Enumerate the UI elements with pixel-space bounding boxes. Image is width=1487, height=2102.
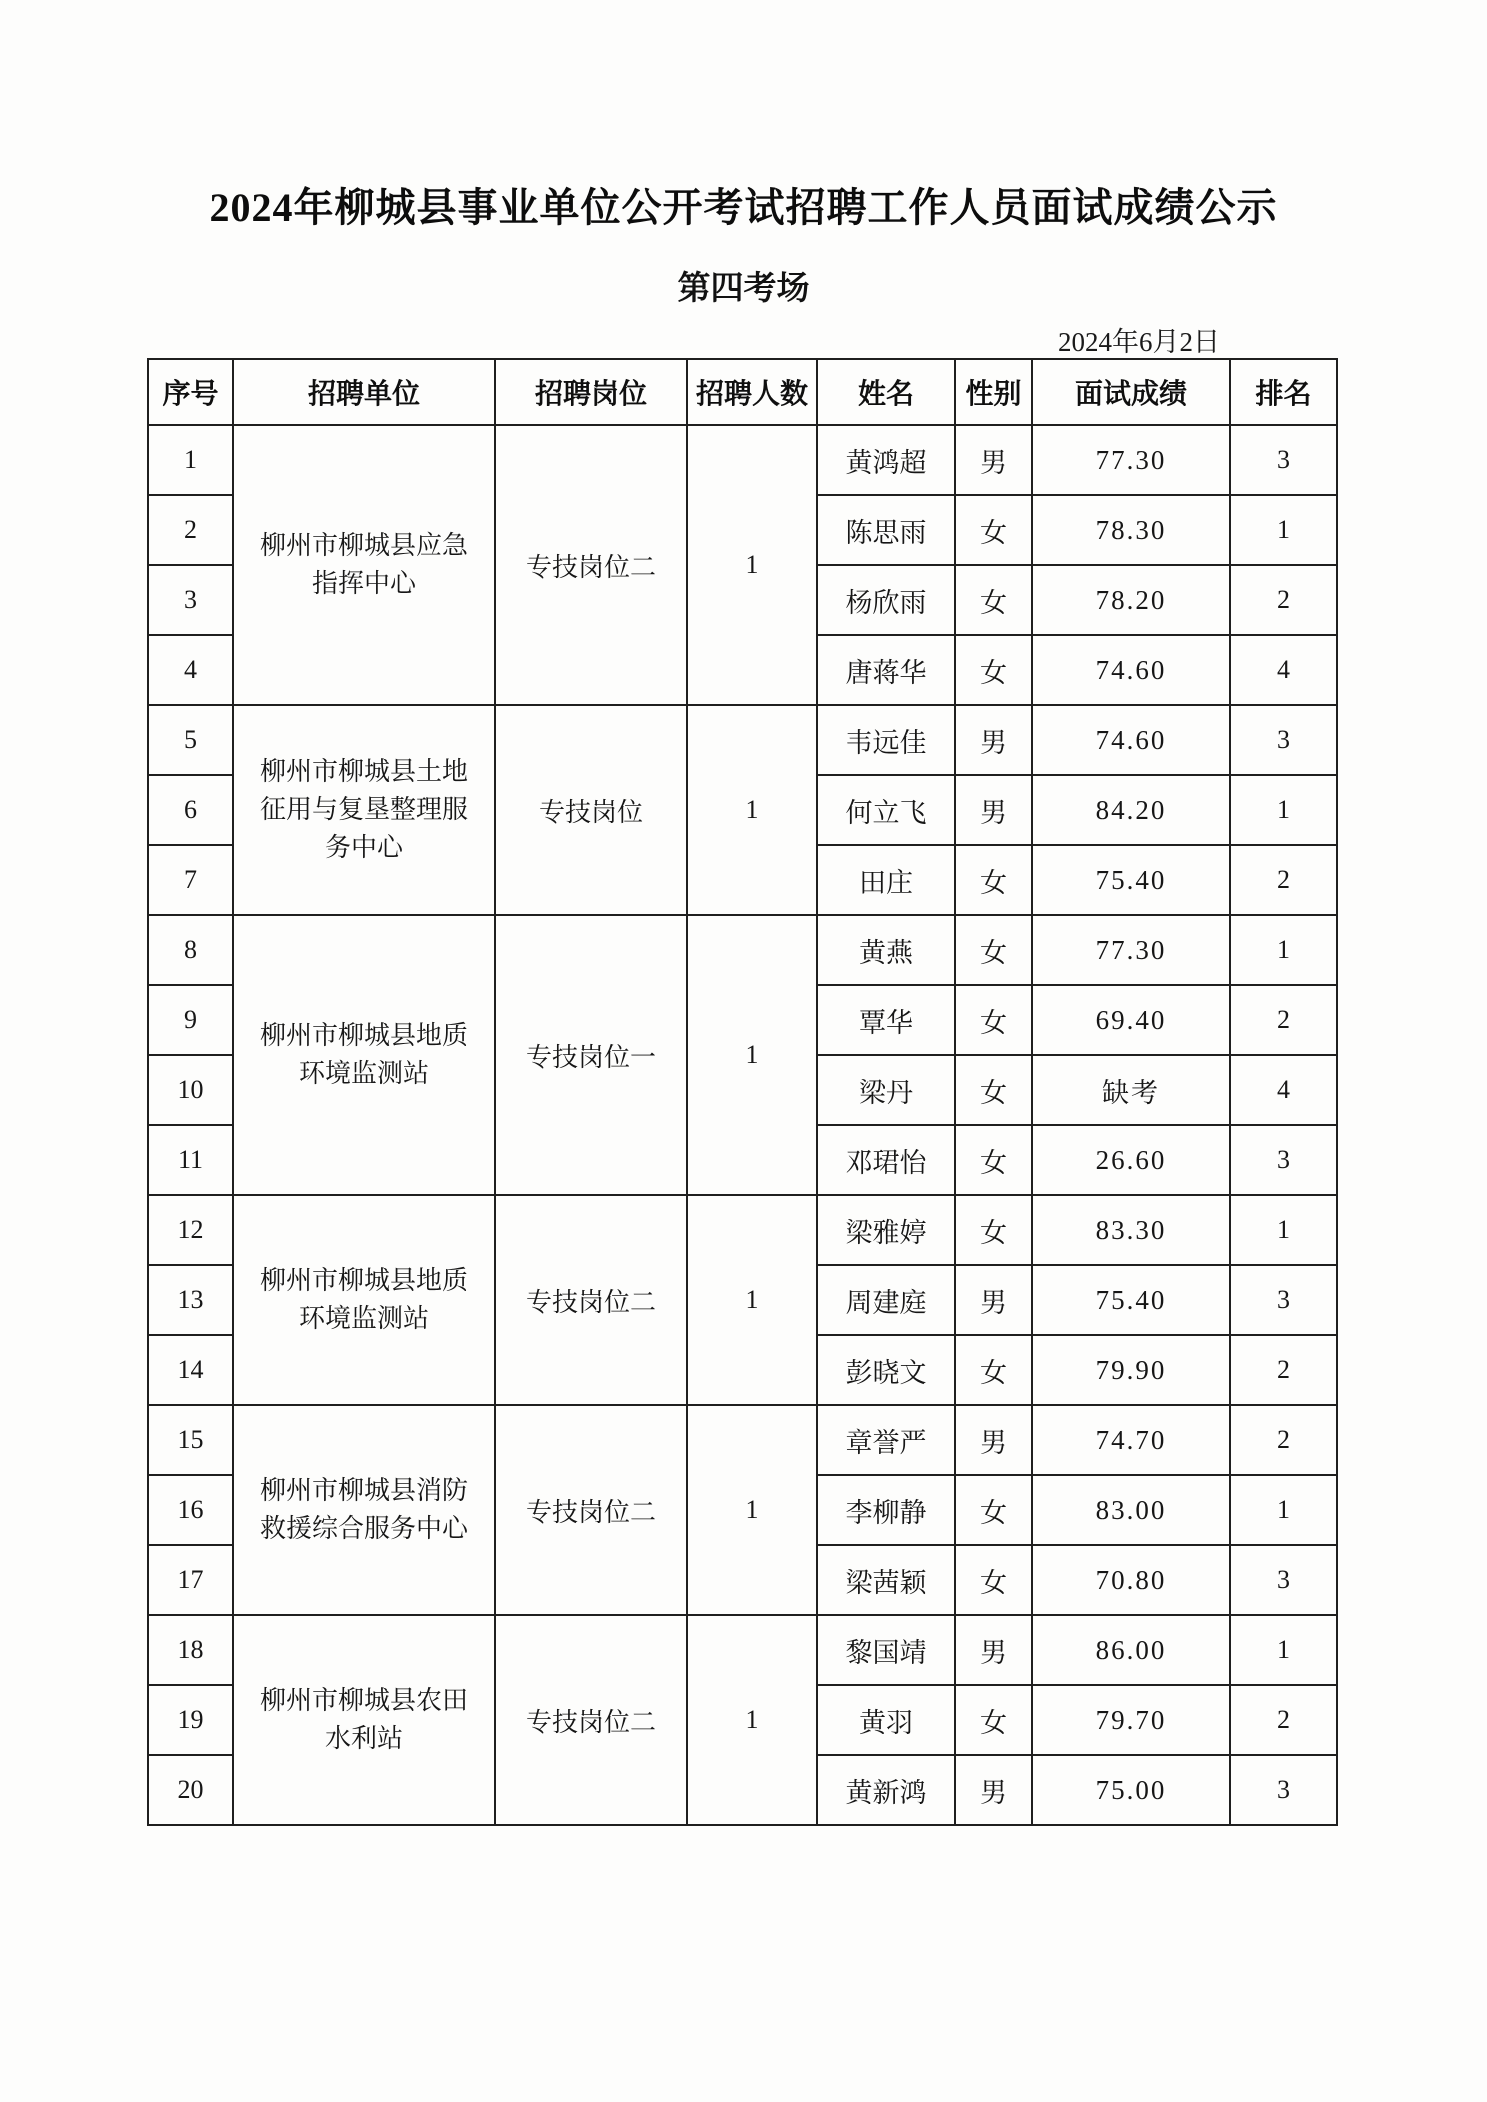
rank-cell: 2	[1230, 565, 1337, 635]
row-number-cell: 8	[148, 915, 233, 985]
gender-cell: 男	[955, 705, 1032, 775]
rank-cell: 3	[1230, 1265, 1337, 1335]
column-header-name: 姓名	[817, 359, 955, 425]
column-header-gender: 性别	[955, 359, 1032, 425]
row-number-cell: 3	[148, 565, 233, 635]
rank-cell: 1	[1230, 915, 1337, 985]
table-row	[148, 915, 1337, 985]
column-header-rank: 排名	[1230, 359, 1337, 425]
table-row	[148, 1615, 1337, 1685]
interview-score-table	[147, 358, 1338, 1826]
interview-score-cell: 70.80	[1032, 1545, 1230, 1615]
interview-score-cell: 74.70	[1032, 1405, 1230, 1475]
rank-cell: 2	[1230, 1405, 1337, 1475]
interview-score-cell: 86.00	[1032, 1615, 1230, 1685]
position-cell: 专技岗位	[495, 705, 687, 915]
interview-score-cell: 75.40	[1032, 1265, 1230, 1335]
table-row	[148, 705, 1337, 775]
table-row	[148, 425, 1337, 495]
interview-score-cell: 26.60	[1032, 1125, 1230, 1195]
interview-score-cell: 74.60	[1032, 635, 1230, 705]
rank-cell: 3	[1230, 1755, 1337, 1825]
headcount-cell: 1	[687, 1615, 817, 1825]
gender-cell: 女	[955, 495, 1032, 565]
recruiting-unit-cell: 柳州市柳城县土地征用与复垦整理服务中心	[233, 705, 495, 915]
row-number-cell: 7	[148, 845, 233, 915]
gender-cell: 女	[955, 1475, 1032, 1545]
column-header-headcount: 招聘人数	[687, 359, 817, 425]
rank-cell: 4	[1230, 1055, 1337, 1125]
interview-score-cell: 74.60	[1032, 705, 1230, 775]
recruiting-unit-cell: 柳州市柳城县农田水利站	[233, 1615, 495, 1825]
candidate-name-cell: 章誉严	[817, 1405, 955, 1475]
candidate-name-cell: 梁茜颖	[817, 1545, 955, 1615]
candidate-name-cell: 田庄	[817, 845, 955, 915]
position-cell: 专技岗位二	[495, 1405, 687, 1615]
interview-score-cell: 79.90	[1032, 1335, 1230, 1405]
interview-score-cell: 79.70	[1032, 1685, 1230, 1755]
rank-cell: 4	[1230, 635, 1337, 705]
rank-cell: 3	[1230, 1125, 1337, 1195]
row-number-cell: 12	[148, 1195, 233, 1265]
table-header-row	[148, 359, 1337, 425]
interview-score-cell: 83.30	[1032, 1195, 1230, 1265]
recruiting-unit-cell: 柳州市柳城县地质环境监测站	[233, 915, 495, 1195]
candidate-name-cell: 陈思雨	[817, 495, 955, 565]
row-number-cell: 19	[148, 1685, 233, 1755]
interview-score-cell: 77.30	[1032, 915, 1230, 985]
document-date: 2024年6月2日	[1058, 327, 1220, 357]
gender-cell: 女	[955, 1545, 1032, 1615]
rank-cell: 1	[1230, 495, 1337, 565]
gender-cell: 男	[955, 425, 1032, 495]
row-number-cell: 5	[148, 705, 233, 775]
interview-score-cell: 78.20	[1032, 565, 1230, 635]
row-number-cell: 16	[148, 1475, 233, 1545]
position-cell: 专技岗位一	[495, 915, 687, 1195]
row-number-cell: 20	[148, 1755, 233, 1825]
row-number-cell: 2	[148, 495, 233, 565]
candidate-name-cell: 黄新鸿	[817, 1755, 955, 1825]
rank-cell: 2	[1230, 1685, 1337, 1755]
candidate-name-cell: 彭晓文	[817, 1335, 955, 1405]
gender-cell: 男	[955, 775, 1032, 845]
rank-cell: 1	[1230, 1615, 1337, 1685]
gender-cell: 女	[955, 1195, 1032, 1265]
interview-score-cell: 78.30	[1032, 495, 1230, 565]
interview-score-cell: 69.40	[1032, 985, 1230, 1055]
recruiting-unit-cell: 柳州市柳城县地质环境监测站	[233, 1195, 495, 1405]
interview-score-cell: 84.20	[1032, 775, 1230, 845]
gender-cell: 男	[955, 1265, 1032, 1335]
candidate-name-cell: 唐蒋华	[817, 635, 955, 705]
row-number-cell: 13	[148, 1265, 233, 1335]
gender-cell: 男	[955, 1755, 1032, 1825]
table-row	[148, 1195, 1337, 1265]
gender-cell: 女	[955, 1125, 1032, 1195]
gender-cell: 女	[955, 565, 1032, 635]
column-header-score: 面试成绩	[1032, 359, 1230, 425]
rank-cell: 3	[1230, 705, 1337, 775]
column-header-unit: 招聘单位	[233, 359, 495, 425]
row-number-cell: 18	[148, 1615, 233, 1685]
interview-score-cell: 75.40	[1032, 845, 1230, 915]
gender-cell: 女	[955, 635, 1032, 705]
gender-cell: 女	[955, 1335, 1032, 1405]
headcount-cell: 1	[687, 1405, 817, 1615]
rank-cell: 2	[1230, 985, 1337, 1055]
gender-cell: 女	[955, 1685, 1032, 1755]
rank-cell: 1	[1230, 775, 1337, 845]
headcount-cell: 1	[687, 705, 817, 915]
gender-cell: 女	[955, 1055, 1032, 1125]
candidate-name-cell: 覃华	[817, 985, 955, 1055]
row-number-cell: 1	[148, 425, 233, 495]
candidate-name-cell: 韦远佳	[817, 705, 955, 775]
row-number-cell: 9	[148, 985, 233, 1055]
candidate-name-cell: 邓珺怡	[817, 1125, 955, 1195]
rank-cell: 3	[1230, 425, 1337, 495]
column-header-no: 序号	[148, 359, 233, 425]
candidate-name-cell: 黎国靖	[817, 1615, 955, 1685]
recruiting-unit-cell: 柳州市柳城县消防救援综合服务中心	[233, 1405, 495, 1615]
headcount-cell: 1	[687, 1195, 817, 1405]
row-number-cell: 4	[148, 635, 233, 705]
row-number-cell: 6	[148, 775, 233, 845]
candidate-name-cell: 黄羽	[817, 1685, 955, 1755]
interview-score-cell: 75.00	[1032, 1755, 1230, 1825]
row-number-cell: 10	[148, 1055, 233, 1125]
gender-cell: 男	[955, 1405, 1032, 1475]
candidate-name-cell: 李柳静	[817, 1475, 955, 1545]
candidate-name-cell: 杨欣雨	[817, 565, 955, 635]
position-cell: 专技岗位二	[495, 425, 687, 705]
column-header-position: 招聘岗位	[495, 359, 687, 425]
rank-cell: 3	[1230, 1545, 1337, 1615]
candidate-name-cell: 梁丹	[817, 1055, 955, 1125]
gender-cell: 男	[955, 1615, 1032, 1685]
row-number-cell: 11	[148, 1125, 233, 1195]
gender-cell: 女	[955, 845, 1032, 915]
rank-cell: 1	[1230, 1195, 1337, 1265]
candidate-name-cell: 黄燕	[817, 915, 955, 985]
rank-cell: 1	[1230, 1475, 1337, 1545]
candidate-name-cell: 周建庭	[817, 1265, 955, 1335]
exam-room-subtitle: 第四考场	[677, 271, 810, 307]
headcount-cell: 1	[687, 915, 817, 1195]
candidate-name-cell: 何立飞	[817, 775, 955, 845]
interview-score-cell: 83.00	[1032, 1475, 1230, 1545]
rank-cell: 2	[1230, 1335, 1337, 1405]
position-cell: 专技岗位二	[495, 1615, 687, 1825]
page-title: 2024年柳城县事业单位公开考试招聘工作人员面试成绩公示	[209, 185, 1278, 230]
table-row	[148, 1405, 1337, 1475]
row-number-cell: 17	[148, 1545, 233, 1615]
recruiting-unit-cell: 柳州市柳城县应急指挥中心	[233, 425, 495, 705]
row-number-cell: 15	[148, 1405, 233, 1475]
candidate-name-cell: 梁雅婷	[817, 1195, 955, 1265]
rank-cell: 2	[1230, 845, 1337, 915]
gender-cell: 女	[955, 915, 1032, 985]
row-number-cell: 14	[148, 1335, 233, 1405]
interview-score-cell: 77.30	[1032, 425, 1230, 495]
interview-score-cell: 缺考	[1032, 1055, 1230, 1125]
candidate-name-cell: 黄鸿超	[817, 425, 955, 495]
gender-cell: 女	[955, 985, 1032, 1055]
headcount-cell: 1	[687, 425, 817, 705]
position-cell: 专技岗位二	[495, 1195, 687, 1405]
